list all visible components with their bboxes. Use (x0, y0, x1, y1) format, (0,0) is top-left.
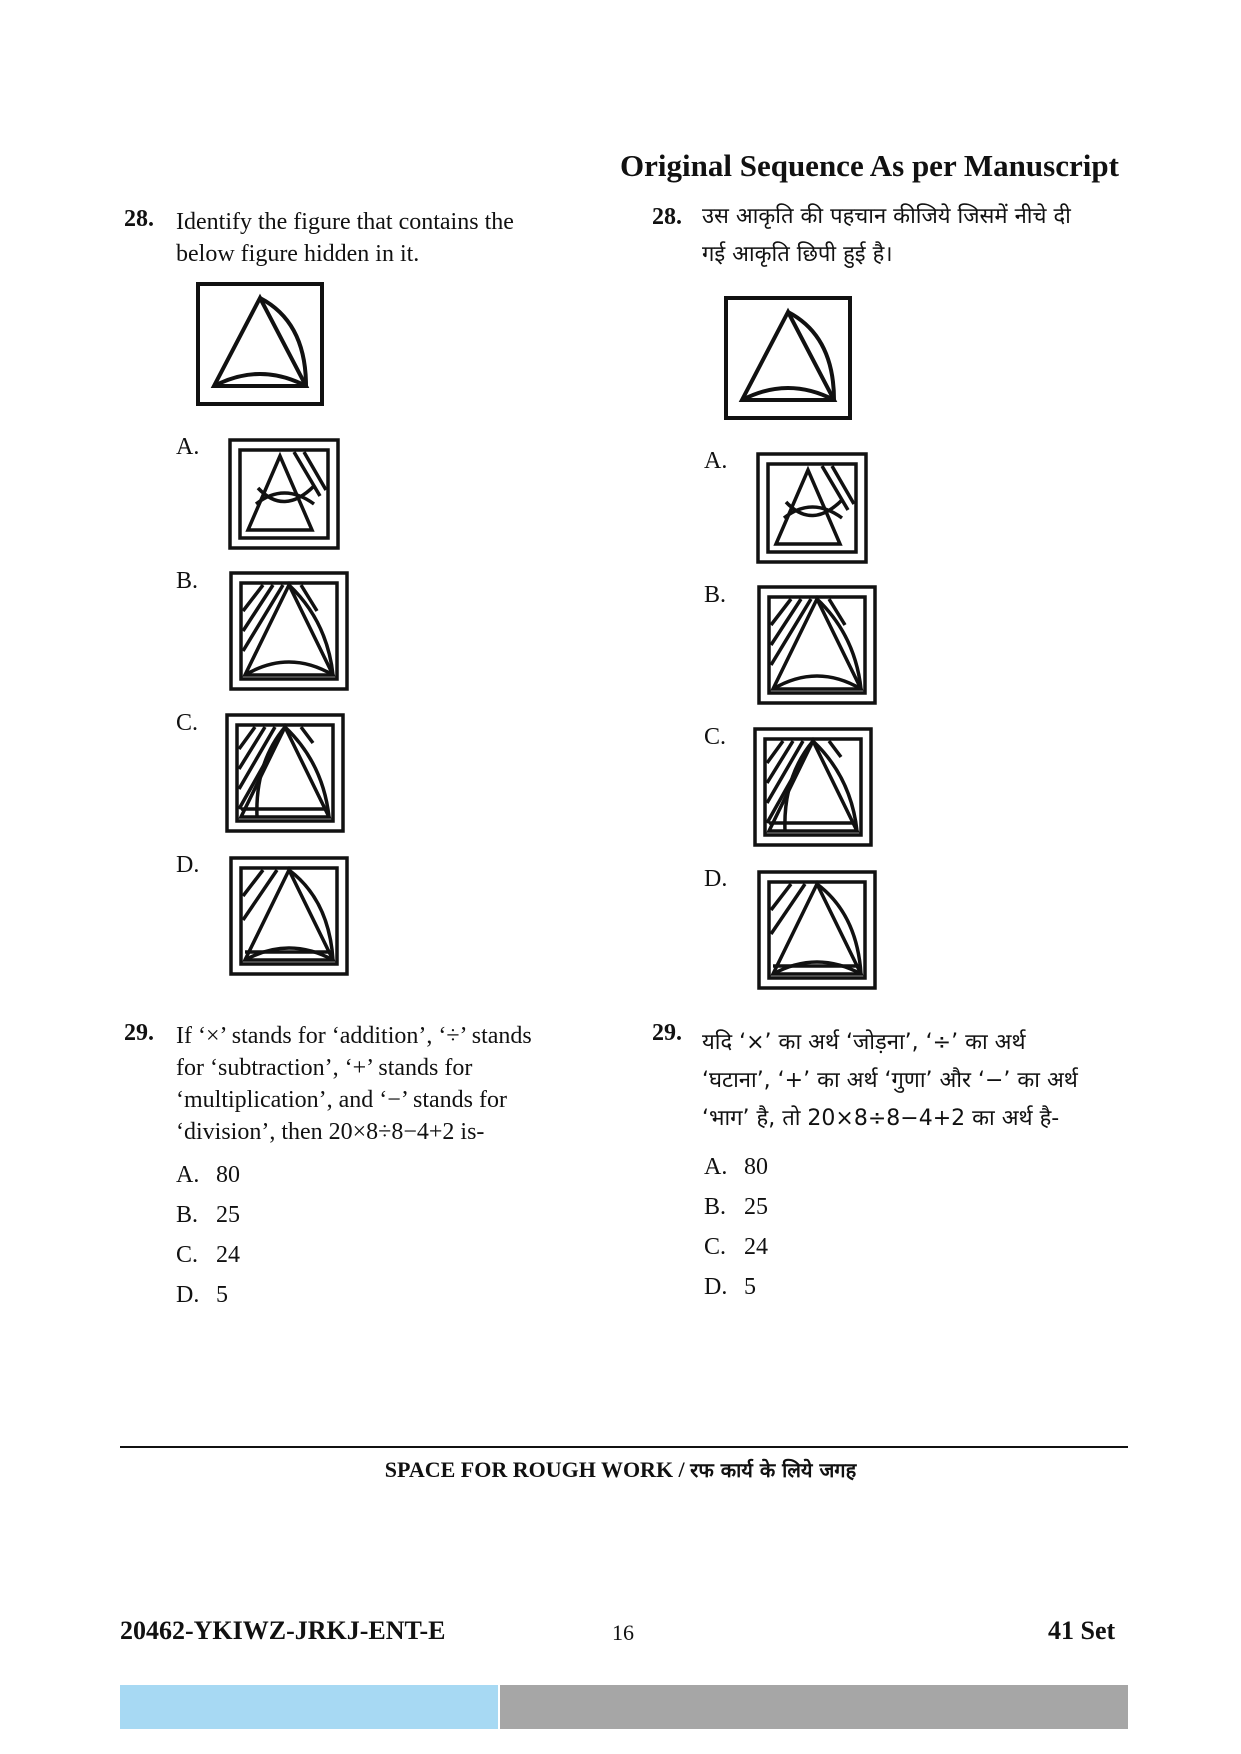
option-label: D. (704, 1274, 728, 1300)
question-number-29-en: 29. (124, 1020, 154, 1046)
question-text-line: यदि ‘×’ का अर्थ ‘जोड़ना’, ‘÷’ का अर्थ (702, 1030, 1026, 1055)
option-value: 80 (216, 1162, 240, 1188)
question-number-29-hi: 29. (652, 1020, 682, 1046)
question-text-line: गई आकृति छिपी हुई है। (702, 242, 893, 267)
paper-code: 20462-YKIWZ-JRKJ-ENT-E (120, 1616, 446, 1645)
footer-bar-left (120, 1685, 498, 1729)
question-28-text-en (176, 206, 514, 270)
rough-work-label-en: SPACE FOR ROUGH WORK / (384, 1457, 691, 1482)
rough-work-label (0, 1456, 1241, 1483)
question-text-line: below figure hidden in it. (176, 241, 420, 267)
question-text-line: ‘घटाना’, ‘+’ का अर्थ ‘गुणा’ और ‘−’ का अर्थ (702, 1068, 1078, 1093)
question-29-text-hi (702, 1024, 1078, 1138)
answer-options-29-hi (704, 1154, 768, 1314)
option-c-29-hi[interactable] (704, 1234, 768, 1274)
option-value: 25 (744, 1194, 768, 1220)
option-a-label-hi[interactable]: A. (704, 448, 728, 474)
option-d-figure-en[interactable] (229, 856, 349, 976)
option-label: C. (704, 1234, 727, 1260)
option-a-label-en[interactable]: A. (176, 434, 200, 460)
option-b-29-hi[interactable] (704, 1194, 768, 1234)
option-label: A. (176, 1162, 200, 1188)
question-figure-en (196, 282, 324, 406)
question-figure-hi (724, 296, 852, 420)
set-label: 41 Set (1048, 1616, 1116, 1645)
option-value: 5 (744, 1274, 756, 1300)
option-b-figure-en[interactable] (229, 571, 349, 691)
option-a-figure-hi[interactable] (756, 452, 868, 564)
question-text-line: ‘multiplication’, and ‘−’ stands for (176, 1087, 508, 1113)
question-28-text-hi (702, 198, 1071, 274)
question-text-line: ‘भाग’ है, तो 20×8÷8−4+2 का अर्थ है- (702, 1106, 1060, 1131)
option-d-figure-hi[interactable] (757, 870, 877, 990)
option-value: 24 (744, 1234, 768, 1260)
option-value: 5 (216, 1282, 228, 1308)
option-label: B. (176, 1202, 199, 1228)
page-number: 16 (612, 1620, 634, 1645)
option-d-29-en[interactable] (176, 1282, 240, 1322)
option-c-label-hi[interactable]: C. (704, 724, 727, 750)
rough-work-label-hi: रफ कार्य के लिये जगह (690, 1458, 857, 1482)
question-number-28-en: 28. (124, 206, 154, 232)
option-label: A. (704, 1154, 728, 1180)
option-label: C. (176, 1242, 199, 1268)
option-a-29-hi[interactable] (704, 1154, 768, 1194)
question-text-line: If ‘×’ stands for ‘addition’, ‘÷’ stands (176, 1023, 532, 1049)
question-text-line: ‘division’, then 20×8÷8−4+2 is- (176, 1119, 485, 1145)
option-value: 80 (744, 1154, 768, 1180)
question-text-line: उस आकृति की पहचान कीजिये जिसमें नीचे दी (702, 204, 1071, 229)
option-c-figure-hi[interactable] (753, 727, 873, 847)
option-a-figure-en[interactable] (228, 438, 340, 550)
option-value: 24 (216, 1242, 240, 1268)
option-d-label-hi[interactable]: D. (704, 866, 728, 892)
option-b-label-hi[interactable]: B. (704, 582, 727, 608)
option-c-label-en[interactable]: C. (176, 710, 199, 736)
rough-work-divider (120, 1446, 1128, 1448)
option-c-29-en[interactable] (176, 1242, 240, 1282)
footer-bar-right (500, 1685, 1128, 1729)
page-heading: Original Sequence As per Manuscript (620, 148, 1119, 183)
option-d-29-hi[interactable] (704, 1274, 768, 1314)
option-b-label-en[interactable]: B. (176, 568, 199, 594)
question-text-line: Identify the figure that contains the (176, 209, 514, 235)
option-value: 25 (216, 1202, 240, 1228)
option-b-29-en[interactable] (176, 1202, 240, 1242)
question-text-line: for ‘subtraction’, ‘+’ stands for (176, 1055, 473, 1081)
option-label: D. (176, 1282, 200, 1308)
answer-options-29-en (176, 1162, 240, 1322)
question-number-28-hi: 28. (652, 204, 682, 230)
option-c-figure-en[interactable] (225, 713, 345, 833)
option-label: B. (704, 1194, 727, 1220)
option-b-figure-hi[interactable] (757, 585, 877, 705)
question-29-text-en (176, 1020, 532, 1148)
option-a-29-en[interactable] (176, 1162, 240, 1202)
option-d-label-en[interactable]: D. (176, 852, 200, 878)
